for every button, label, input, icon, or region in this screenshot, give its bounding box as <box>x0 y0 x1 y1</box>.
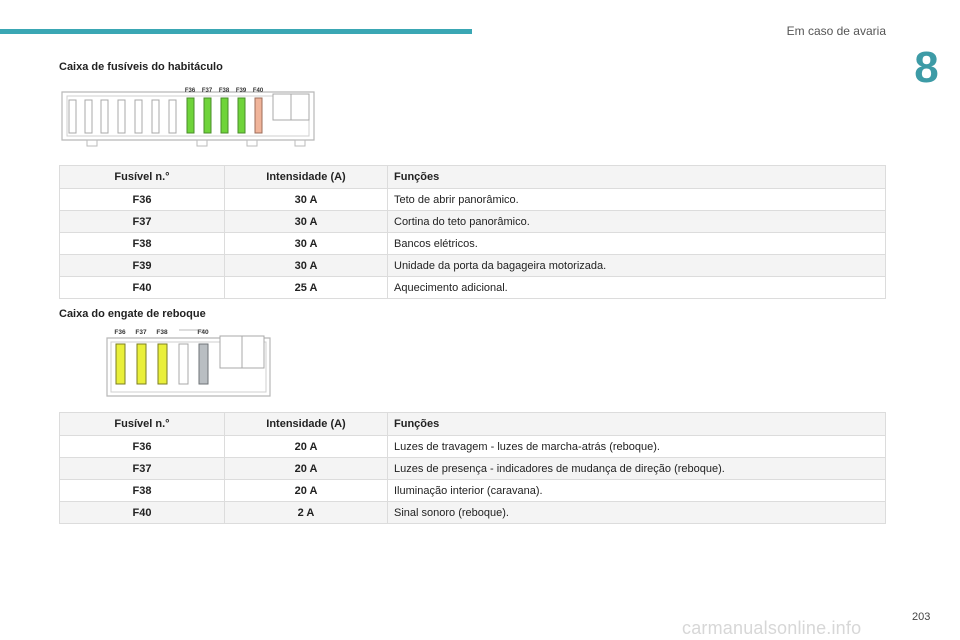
cabin-label-f39: F39 <box>235 88 247 94</box>
cell-fuse: F38 <box>60 233 225 255</box>
cabin-fuse-f39 <box>238 98 245 133</box>
cell-function: Luzes de presença - indicadores de mudança de direção (reboque). <box>388 458 886 480</box>
cell-function: Bancos elétricos. <box>388 233 886 255</box>
section-title-cabin: Caixa de fusíveis do habitáculo <box>59 61 223 73</box>
cabin-fuse-f37 <box>204 98 211 133</box>
towbar-fuse-box-diagram <box>104 324 274 404</box>
cell-amps: 20 A <box>225 458 388 480</box>
table-row <box>60 189 886 211</box>
cell-amps: 30 A <box>225 255 388 277</box>
towbar-label-f37: F37 <box>135 329 147 336</box>
towbar-label-f36: F36 <box>114 329 126 336</box>
cabin-label-f38: F38 <box>218 88 230 94</box>
table-row <box>60 458 886 480</box>
column-header-functions: Funções <box>388 166 886 189</box>
cell-amps: 30 A <box>225 189 388 211</box>
cabin-label-f40: F40 <box>252 88 264 94</box>
towbar-fuse-f40 <box>199 344 208 384</box>
towbar-label-f38: F38 <box>156 329 168 336</box>
cell-function: Cortina do teto panorâmico. <box>388 211 886 233</box>
column-header-amps: Intensidade (A) <box>225 166 388 189</box>
cell-amps: 2 A <box>225 502 388 524</box>
cabin-fuse-box-diagram <box>59 84 319 150</box>
cabin-fuse-f38 <box>221 98 228 133</box>
cell-amps: 20 A <box>225 436 388 458</box>
cell-amps: 30 A <box>225 233 388 255</box>
cell-fuse: F40 <box>60 277 225 299</box>
table-row <box>60 255 886 277</box>
cabin-fuse-f36 <box>187 98 194 133</box>
table-row <box>60 233 886 255</box>
table-header-row <box>60 413 886 436</box>
cell-function: Unidade da porta da bagageira motorizada. <box>388 255 886 277</box>
table-row <box>60 480 886 502</box>
towbar-fuse-f38 <box>158 344 167 384</box>
towbar-fuse-f37 <box>137 344 146 384</box>
chapter-number: 8 <box>893 38 960 98</box>
cell-fuse: F39 <box>60 255 225 277</box>
table-row <box>60 277 886 299</box>
cell-fuse: F36 <box>60 436 225 458</box>
cell-amps: 20 A <box>225 480 388 502</box>
cell-function: Luzes de travagem - luzes de marcha-atrás (reboque). <box>388 436 886 458</box>
cabin-fuse-f40 <box>255 98 262 133</box>
cell-function: Aquecimento adicional. <box>388 277 886 299</box>
cabin-label-f37: F37 <box>201 88 213 94</box>
towbar-fuse-f36 <box>116 344 125 384</box>
column-header-amps: Intensidade (A) <box>225 413 388 436</box>
cell-fuse: F38 <box>60 480 225 502</box>
towbar-label-f40: F40 <box>197 329 209 336</box>
table-header-row <box>60 166 886 189</box>
table-row <box>60 211 886 233</box>
towbar-fuse-table <box>59 412 886 524</box>
cell-function: Sinal sonoro (reboque). <box>388 502 886 524</box>
cell-function: Iluminação interior (caravana). <box>388 480 886 502</box>
table-row <box>60 436 886 458</box>
column-header-functions: Funções <box>388 413 886 436</box>
cell-fuse: F37 <box>60 211 225 233</box>
header-accent-bar <box>0 29 472 34</box>
column-header-fuse: Fusível n.° <box>60 413 225 436</box>
cabin-fuse-table <box>59 165 886 299</box>
cell-fuse: F40 <box>60 502 225 524</box>
cell-function: Teto de abrir panorâmico. <box>388 189 886 211</box>
header-title: Em caso de avaria <box>786 24 886 38</box>
cell-amps: 30 A <box>225 211 388 233</box>
page-number: 203 <box>912 611 931 623</box>
cabin-label-f36: F36 <box>184 88 196 94</box>
cell-amps: 25 A <box>225 277 388 299</box>
watermark: carmanualsonline.info <box>682 618 862 638</box>
table-row <box>60 502 886 524</box>
column-header-fuse: Fusível n.° <box>60 166 225 189</box>
cell-fuse: F37 <box>60 458 225 480</box>
cell-fuse: F36 <box>60 189 225 211</box>
section-title-towbar: Caixa do engate de reboque <box>59 308 206 320</box>
